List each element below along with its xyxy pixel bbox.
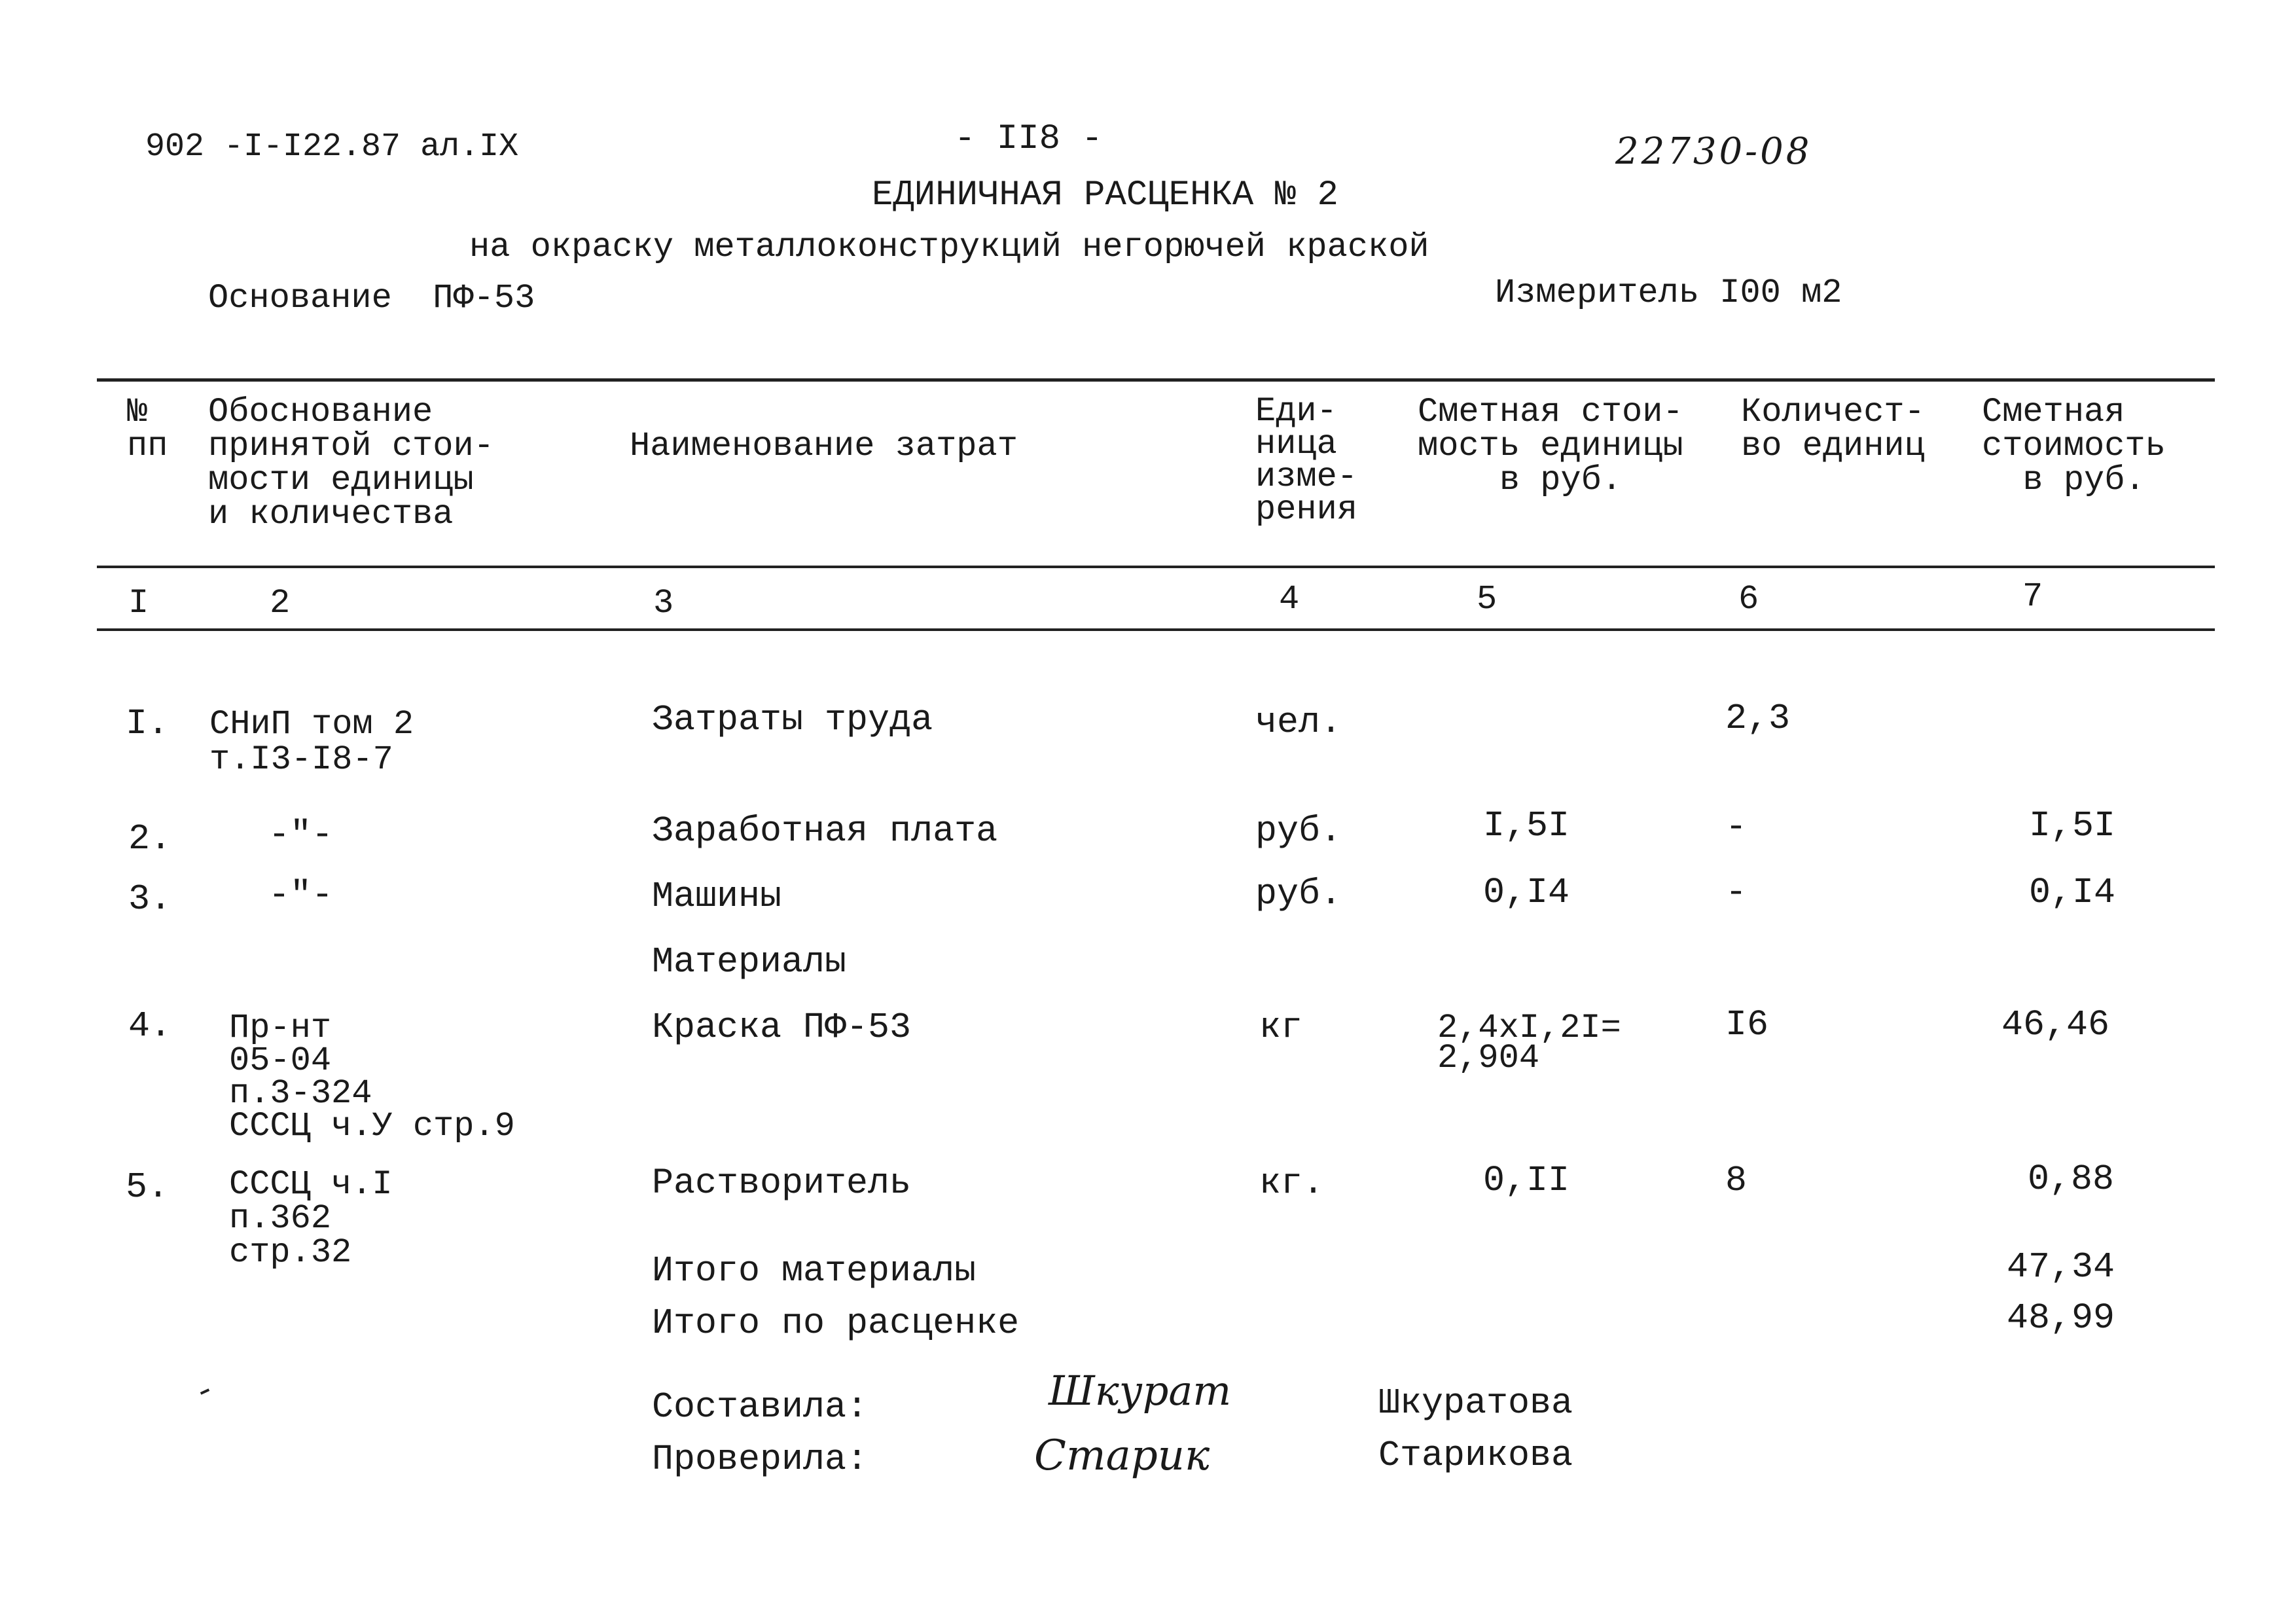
row-name: Машины (652, 876, 782, 917)
unit-meter-line: Измеритель I00 м2 (1495, 274, 1842, 312)
row-unit: руб. (1255, 873, 1342, 914)
row-basis: -"- (268, 814, 334, 856)
table-top-rule (97, 378, 2215, 382)
row-total: I,5I (2029, 805, 2116, 846)
checked-by-signature: Старик (1034, 1432, 1210, 1480)
row-basis: СНиП том 2 т.I3-I8-7 (209, 705, 414, 779)
total-materials-value: 47,34 (2007, 1246, 2115, 1288)
column-header-basis: Обоснование принятой стои- мости единицы и количества (208, 393, 494, 533)
row-quantity: I6 (1725, 1004, 1769, 1045)
row-unit-cost: I,5I (1483, 805, 1570, 846)
row-number: 5. (126, 1166, 170, 1208)
row-number: I. (126, 703, 170, 744)
row-unit-cost: 0,II (1483, 1160, 1570, 1201)
compiled-by-signature: Шкурат (1049, 1367, 1232, 1415)
row-name: Затраты труда (652, 699, 933, 740)
section-heading-materials: Материалы (652, 941, 847, 983)
column-number: 6 (1738, 580, 1759, 619)
inventory-number: 22730-08 (1615, 130, 1812, 173)
row-total: 0,I4 (2029, 872, 2116, 913)
checked-by-name: Старикова (1378, 1435, 1573, 1476)
document-code: 902 -I-I22.87 ал.IX (145, 128, 519, 166)
table-numbers-rule (97, 628, 2215, 631)
row-unit: кг (1259, 1007, 1303, 1048)
column-header-quantity: Количест- во единиц (1741, 393, 1925, 465)
column-header-unit-cost: Сметная стои- мость единицы в руб. (1418, 393, 1683, 499)
table-header-rule (97, 566, 2215, 568)
basis-line: Основание ПФ-53 (208, 279, 535, 317)
document-title: ЕДИНИЧНАЯ РАСЦЕНКА № 2 (872, 175, 1338, 215)
row-name: Заработная плата (652, 810, 998, 852)
total-materials-label: Итого материалы (652, 1250, 977, 1291)
row-total: 46,46 (2001, 1004, 2110, 1045)
row-basis: СССЦ ч.I п.362 стр.32 (229, 1165, 393, 1272)
column-number: 4 (1279, 580, 1300, 619)
column-header-name: Наименование затрат (630, 427, 1018, 465)
checked-by-label: Проверила: (652, 1439, 869, 1480)
row-unit-cost: 2,4хI,2I= 2,904 (1437, 1009, 1621, 1077)
column-header-total: Сметная стоимость в руб. (1982, 393, 2166, 499)
row-number: 3. (128, 878, 172, 920)
row-unit: кг. (1259, 1163, 1325, 1204)
row-name: Краска ПФ-53 (652, 1007, 912, 1048)
row-name: Растворитель (652, 1163, 912, 1204)
column-header-number: № пп (127, 393, 168, 465)
row-unit: руб. (1255, 810, 1342, 852)
row-total: 0,88 (2028, 1159, 2115, 1200)
row-unit-cost: 0,I4 (1483, 872, 1570, 913)
column-number: 7 (2022, 577, 2043, 616)
row-quantity: - (1725, 872, 1748, 913)
row-basis: -"- (268, 875, 334, 916)
column-header-unit: Еди- ница изме- рения (1255, 392, 1358, 529)
row-number: 4. (128, 1005, 172, 1047)
row-number: 2. (128, 818, 172, 859)
document-subtitle: на окраску металлоконструкций негорючей краской (469, 228, 1429, 266)
column-number: 2 (270, 584, 291, 623)
row-quantity: 2,3 (1725, 698, 1791, 739)
row-basis: Пр-нт 05-04 п.3-324 СССЦ ч.У стр.9 (229, 1009, 515, 1146)
row-unit: чел. (1255, 702, 1342, 743)
stray-mark (200, 1388, 209, 1395)
row-quantity: 8 (1725, 1160, 1748, 1201)
compiled-by-name: Шкуратова (1378, 1382, 1573, 1424)
compiled-by-label: Составила: (652, 1386, 869, 1428)
column-number: 3 (653, 584, 674, 623)
column-number: 5 (1477, 580, 1498, 619)
page-number: - II8 - (954, 119, 1103, 159)
total-price-label: Итого по расценке (652, 1303, 1020, 1344)
total-price-value: 48,99 (2007, 1297, 2115, 1339)
row-quantity: - (1725, 806, 1748, 848)
column-number: I (128, 584, 149, 623)
